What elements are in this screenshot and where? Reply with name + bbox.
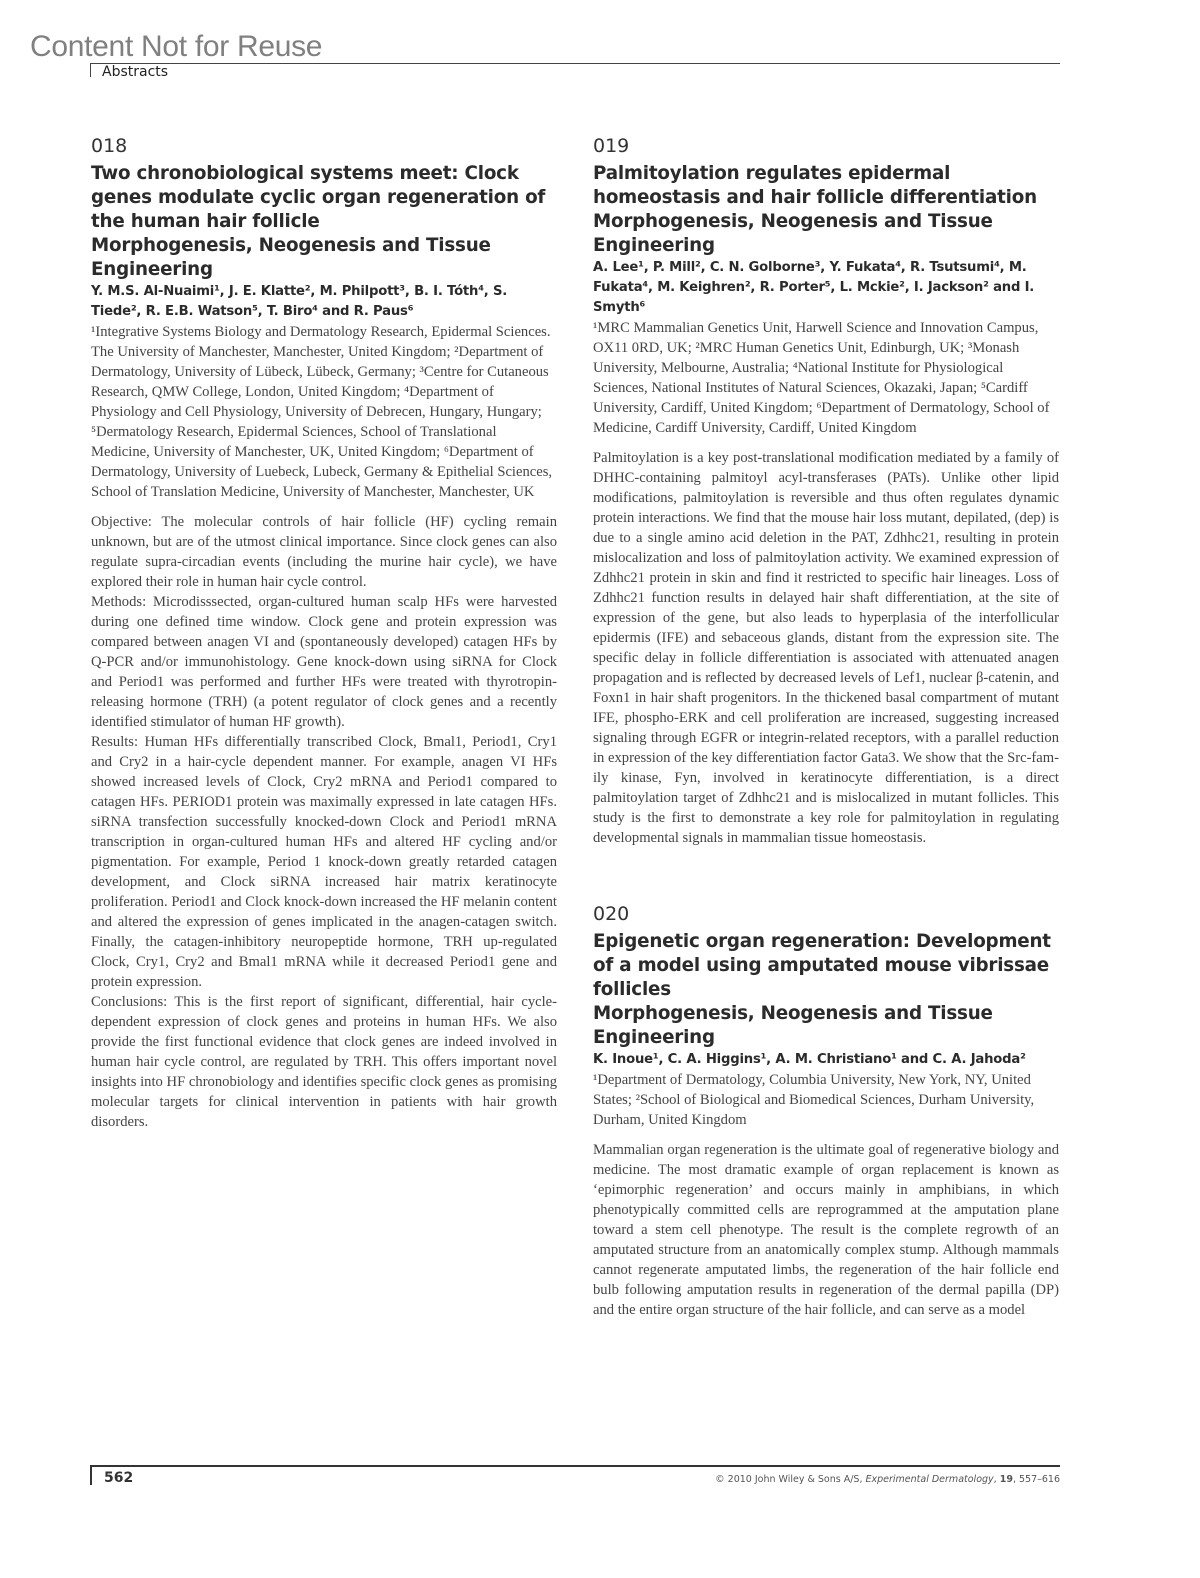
watermark: Content Not for Reuse: [30, 30, 323, 63]
abstract-019: [593, 134, 1059, 848]
copyright-text: © 2010 John Wiley & Sons A/S,: [715, 1474, 866, 1485]
abstract-affiliations: ¹Department of Dermatology, Columbia University, New York, NY, United States; ²School of Biological and Biomedical Sciences, Durham University, Durham, United Kingdom: [593, 1072, 1035, 1128]
header-rule: [90, 63, 1060, 64]
abstract-body: [593, 1140, 1059, 1320]
abstract-spacer: [593, 848, 1059, 902]
footer-rule-tick: [90, 1465, 92, 1485]
right-column: [593, 134, 1059, 1320]
abstract-authors: K. Inoue¹, C. A. Higgins¹, A. M. Christiano¹ and C. A. Jahoda²: [593, 1052, 1026, 1067]
abstract-number: 018: [91, 135, 128, 157]
abstract-number: 019: [593, 135, 630, 157]
abstract-affiliations: ¹MRC Mammalian Genetics Unit, Harwell Science and Innovation Campus, OX11 0RD, UK; ²MRC Human Genetics Unit, Edinburgh, UK; ³Monash University, Melbourne, Australia; ⁴National Institute for Physiological Sciences, National Institutes of Natural Sciences, Okazaki, Japan; ⁵Cardiff University, Cardiff, United Kingdom; ⁶Department of Dermatology, School of Medicine, Cardiff University, Cardiff, United Kingdom: [593, 320, 1050, 436]
volume-separator: ,: [993, 1474, 1000, 1485]
abstract-affiliations: ¹Integrative Systems Biology and Dermatology Research, Epidermal Sciences. The University of Manchester, Manchester, United Kingdom; ²Department of Dermatology, University of Lübeck, Lübeck, Germany; ³Centre for Cutaneous Research, QMW College, London, United Kingdom; ⁴Department of Physiology and Cell Physiology, University of Debrecen, Hungary, Hungary; ⁵Dermatology Research, Epidermal Sciences, School of Translational Medicine, University of Manchester, UK, United Kingdom; ⁶Department of Dermatology, University of Luebeck, Lubeck, Germany & Epithelial Sciences, School of Translation Medicine, University of Manchester, Manchester, UK: [91, 324, 553, 500]
body-paragraph: Mammalian organ regeneration is the ultimate goal of regenerative biology and medicine. The most dramatic example of organ replacement is known as ‘epimorphic regeneration’ and occurs mainly in amphibians, in which phenotypically committed cells are reprogrammed at the amputation plane toward a stem cell phenotype. The result is the complete regrowth of an amputated structure from an anatomically complex stump. Although mammals cannot regenerate amputated limbs, the regeneration of the hair follicle end bulb following amputation results in regeneration of the dermal papilla (DP) and the entire organ structure of the hair follicle, and can serve as a model: [593, 1142, 1059, 1318]
abstract-title: Epigenetic organ regeneration: Development of a model using amputated mouse vibrissae follicles: [593, 931, 1051, 1000]
methods-paragraph: Methods: Microdisssected, organ-cultured human scalp HFs were harvested during one defined time window. Clock gene and protein expression was compared between anagen VI and (spontaneously developed) catagen HFs by Q-PCR and/or immunohistology. Gene knock-down using siRNA for Clock and Period1 was performed and further HFs were treated with thyrotropin-releasing hormone (TRH) (a potent regulator of clock genes and a recently identified stimulator of human HF growth).: [91, 594, 557, 730]
abstract-018: [91, 134, 557, 1132]
abstract-category: Morphogenesis, Neogenesis and Tissue Engineering: [593, 1003, 993, 1048]
left-column: [91, 134, 557, 1132]
abstract-body: [593, 448, 1059, 848]
page-number: 562: [104, 1470, 134, 1486]
abstract-number: 020: [593, 903, 630, 925]
header-rule-tick: [90, 63, 91, 77]
conclusions-paragraph: Conclusions: This is the first report of significant, differential, hair cycle-dependent expression of clock genes and proteins in human HFs. We also provide the first functional evidence that clock genes are indeed involved in human hair cycle control, are regulated by TRH. This offers important novel insights into HF chronobiology and identifies specific clock genes as promising molecular targets for clinical intervention in patients with hair growth disorders.: [91, 994, 557, 1130]
abstract-title: Two chronobiological systems meet: Clock genes modulate cyclic organ regeneration of the human hair follicle: [91, 163, 546, 232]
abstract-category: Morphogenesis, Neogenesis and Tissue Engineering: [593, 211, 993, 256]
results-paragraph: Results: Human HFs differentially transcribed Clock, Bmal1, Period1, Cry1 and Cry2 in a hair-cycle dependent manner. For example, anagen VI HFs showed increased levels of Clock, Cry2 mRNA and Period1 compared to catagen HFs. PERIOD1 protein was maximally expressed in late catagen HFs. siRNA transfection successfully knocked-down Clock and Period1 mRNA transcription in organ-cultured human HFs and altered HF cycling and/or pigmentation. For example, Period 1 knock-down greatly retarded catagen development, and Clock siRNA increased hair matrix keratinocyte proliferation. Period1 and Clock knock-down increased the HF melanin content and altered the expression of genes implicated in the anagen-catagen switch. Finally, the catagen-inhibitory neuropeptide hormone, TRH up-regulated Clock, Cry1, Cry2 and Bmal1 mRNA while it decreased Period1 gene and protein expression.: [91, 734, 557, 990]
footer-rule: [90, 1465, 1060, 1467]
page-range: , 557–616: [1012, 1474, 1060, 1485]
body-paragraph: Palmitoylation is a key post-translational modification mediated by a family of DHHC-containing palmitoyl acyl-transferases (PATs). Unlike other lipid modifications, palmitoylation is reversible and thus often regulates dynamic protein interactions. We find that the mouse hair loss mutant, depilated, (dep) is due to a single amino acid deletion in the PAT, Zdhhc21, resulting in protein mislocalization and loss of palmitoylation activity. We examined expression of Zdhhc21 protein in skin and find it restricted to specific hair lineages. Loss of Zdhhc21 function results in delayed hair shaft differentiation, at the site of expression of the gene, but also leads to hyperplasia of the interfollicular epidermis (IFE) and sebaceous glands, distant from the expression site. The specific delay in follicle differentiation is associated with attenuated anagen propagation and is reflected by decreased levels of Lef1, nuclear β-catenin, and Foxn1 in hair shaft progenitors. In the thickened basal compartment of mutant IFE, phospho-ERK and cell proliferation are increased, suggesting increased signaling through EGFR or integrin-related receptors, with a parallel reduction in expression of the key differentiation factor Gata3. We show that the Src-family kinase, Fyn, involved in keratinocyte differentiation, is a direct palmitoylation target of Zdhhc21 and is mislocalized in mutant follicles. This study is the first to demonstrate a key role for palmitoylation in regulating developmental signals in mammalian tissue homeostasis.: [593, 450, 1059, 846]
copyright-line: [715, 1474, 1060, 1485]
abstract-020: [593, 902, 1059, 1320]
abstract-body: [91, 512, 557, 1132]
abstract-authors: Y. M.S. Al-Nuaimi¹, J. E. Klatte², M. Philpott³, B. I. Tóth⁴, S. Tiede², R. E.B. Watson⁵, T. Biro⁴ and R. Paus⁶: [91, 284, 508, 319]
volume-number: 19: [999, 1474, 1013, 1485]
journal-name: Experimental Dermatology: [865, 1474, 994, 1485]
objective-paragraph: Objective: The molecular controls of hair follicle (HF) cycling remain unknown, but are of the utmost clinical importance. Since clock genes can also regulate supra-circadian events (including the murine hair cycle), we have explored their role in human hair cycle control.: [91, 514, 557, 590]
abstract-category: Morphogenesis, Neogenesis and Tissue Engineering: [91, 235, 491, 280]
abstract-authors: A. Lee¹, P. Mill², C. N. Golborne³, Y. Fukata⁴, R. Tsutsumi⁴, M. Fukata⁴, M. Keighren², R. Porter⁵, L. Mckie², I. Jackson² and I. Smyth⁶: [593, 260, 1035, 315]
abstract-title: Palmitoylation regulates epidermal homeostasis and hair follicle differentiation: [593, 163, 1037, 208]
section-label: Abstracts: [102, 64, 169, 80]
